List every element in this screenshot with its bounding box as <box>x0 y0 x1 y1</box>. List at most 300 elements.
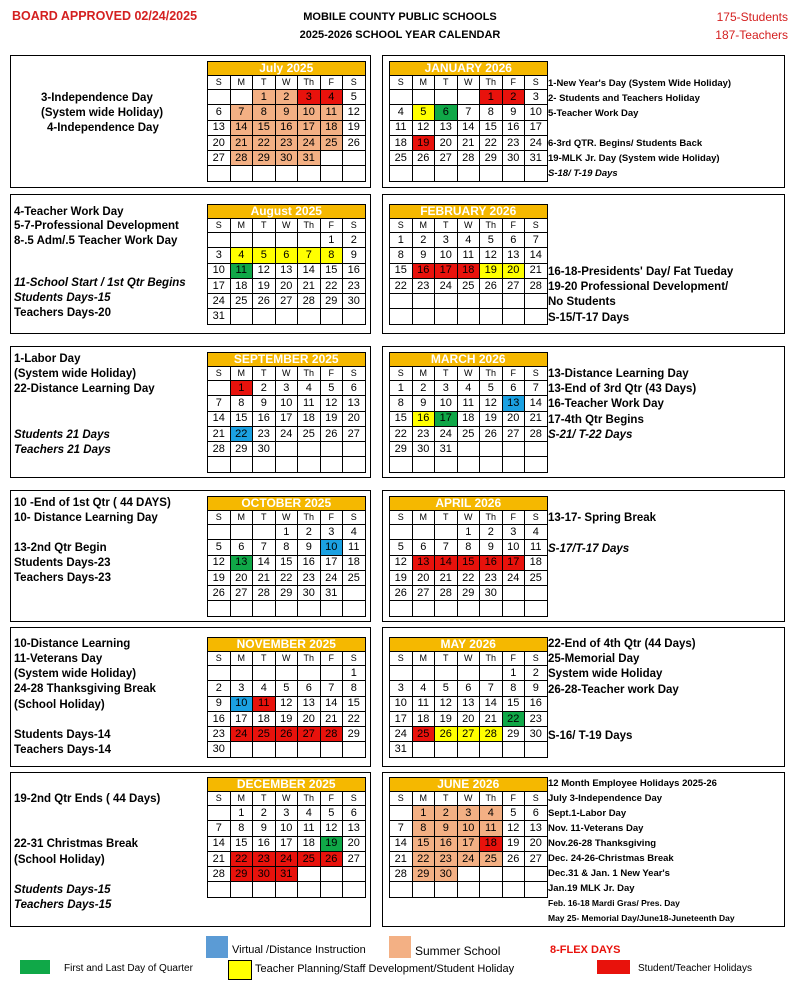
note: 13-2nd Qtr Begin <box>14 542 107 554</box>
calendar-empty-cell <box>275 601 298 616</box>
calendar-day: 8 <box>390 248 413 263</box>
calendar-day: 13 <box>343 396 366 411</box>
calendar-day: 12 <box>412 120 435 135</box>
calendar-day: 28 <box>457 151 480 166</box>
weekday-header: F <box>320 76 343 90</box>
calendar-empty-cell <box>525 601 548 616</box>
calendar-day: 23 <box>480 570 503 585</box>
calendar-day: 27 <box>502 426 525 441</box>
june-calendar <box>389 777 548 898</box>
note: Students Days-15 <box>14 884 111 896</box>
july-panel <box>10 55 371 188</box>
weekday-header: S <box>390 367 413 381</box>
calendar-empty-cell <box>480 742 503 757</box>
calendar-day: 27 <box>457 727 480 742</box>
weekday-header: S <box>343 792 366 806</box>
calendar-day: 20 <box>412 570 435 585</box>
calendar-empty-cell <box>208 166 231 181</box>
day-counts <box>715 8 788 44</box>
calendar-day: 21 <box>525 411 548 426</box>
weekday-header: Th <box>480 367 503 381</box>
calendar-day: 9 <box>412 396 435 411</box>
calendar-empty-cell <box>525 442 548 457</box>
calendar-day: 4 <box>253 681 276 696</box>
weekday-header: T <box>253 367 276 381</box>
calendar-day: 13 <box>343 821 366 836</box>
calendar-day: 27 <box>343 851 366 866</box>
calendar-day: 9 <box>525 681 548 696</box>
calendar-day: 28 <box>480 727 503 742</box>
calendar-empty-cell <box>457 90 480 105</box>
calendar-empty-cell <box>390 666 413 681</box>
calendar-day: 3 <box>435 381 458 396</box>
calendar-day: 8 <box>230 396 253 411</box>
weekday-header: M <box>230 652 253 666</box>
calendar-empty-cell <box>525 166 548 181</box>
calendar-empty-cell <box>525 457 548 472</box>
calendar-day: 14 <box>525 396 548 411</box>
calendar-empty-cell <box>343 457 366 472</box>
calendar-day: 17 <box>208 278 231 293</box>
calendar-day: 9 <box>502 105 525 120</box>
weekday-header: F <box>502 511 525 525</box>
calendar-day: 30 <box>343 294 366 309</box>
calendar-day: 15 <box>390 263 413 278</box>
calendar-day: 6 <box>230 540 253 555</box>
calendar-day: 28 <box>435 586 458 601</box>
calendar-empty-cell <box>343 742 366 757</box>
calendar-day: 29 <box>343 727 366 742</box>
weekday-header: S <box>208 76 231 90</box>
calendar-day: 19 <box>275 711 298 726</box>
note: Jan.19 MLK Jr. Day <box>548 883 635 894</box>
march-calendar <box>389 352 548 473</box>
note: 4-Teacher Work Day <box>14 206 124 218</box>
calendar-day: 7 <box>390 821 413 836</box>
calendar-empty-cell <box>208 525 231 540</box>
calendar-day: 7 <box>435 540 458 555</box>
weekday-header: Th <box>480 76 503 90</box>
calendar-day: 13 <box>435 120 458 135</box>
calendar-day: 25 <box>390 151 413 166</box>
weekday-header: W <box>275 367 298 381</box>
calendar-day: 19 <box>390 570 413 585</box>
calendar-day: 29 <box>457 586 480 601</box>
holidays-label: Student/Teacher Holidays <box>638 963 752 974</box>
note: 3-Independence Day <box>41 92 153 104</box>
weekday-header: W <box>275 792 298 806</box>
calendar-day: 6 <box>502 233 525 248</box>
note: S-18/ T-19 Days <box>548 168 618 179</box>
summer-swatch <box>389 936 411 958</box>
calendar-day: 12 <box>208 555 231 570</box>
month-title: APRIL 2026 <box>390 497 548 511</box>
note: 2- Students and Teachers Holiday <box>548 93 700 104</box>
calendar-day: 15 <box>343 696 366 711</box>
weekday-header: W <box>275 219 298 233</box>
calendar-empty-cell <box>480 882 503 897</box>
calendar-empty-cell <box>298 457 321 472</box>
weekday-header: Th <box>298 367 321 381</box>
calendar-empty-cell <box>253 309 276 324</box>
calendar-day: 23 <box>502 135 525 150</box>
calendar-empty-cell <box>435 882 458 897</box>
calendar-empty-cell <box>412 457 435 472</box>
weekday-header: M <box>412 511 435 525</box>
calendar-day: 2 <box>525 666 548 681</box>
calendar-day: 17 <box>298 120 321 135</box>
calendar-day: 3 <box>525 90 548 105</box>
calendar-day: 24 <box>457 851 480 866</box>
calendar-day: 3 <box>502 525 525 540</box>
calendar-empty-cell <box>208 90 231 105</box>
calendar-day: 8 <box>502 681 525 696</box>
calendar-empty-cell <box>435 166 458 181</box>
calendar-day: 11 <box>320 105 343 120</box>
calendar-day: 20 <box>525 836 548 851</box>
calendar-empty-cell <box>230 601 253 616</box>
calendar-day: 17 <box>457 836 480 851</box>
calendar-day: 30 <box>412 442 435 457</box>
calendar-day: 2 <box>502 90 525 105</box>
note: 13-Distance Learning Day <box>548 368 689 380</box>
calendar-day: 23 <box>253 426 276 441</box>
calendar-day: 15 <box>390 411 413 426</box>
calendar-empty-cell <box>412 90 435 105</box>
may-calendar <box>389 637 548 758</box>
calendar-day: 26 <box>320 426 343 441</box>
calendar-day: 1 <box>457 525 480 540</box>
calendar-day: 30 <box>275 151 298 166</box>
calendar-day: 8 <box>320 248 343 263</box>
calendar-empty-cell <box>480 666 503 681</box>
august-calendar <box>207 204 366 325</box>
weekday-header: F <box>320 367 343 381</box>
calendar-empty-cell <box>343 586 366 601</box>
weekday-header: F <box>502 219 525 233</box>
calendar-day: 2 <box>412 381 435 396</box>
calendar-empty-cell <box>275 882 298 897</box>
calendar-day: 4 <box>298 806 321 821</box>
calendar-day: 12 <box>320 396 343 411</box>
weekday-header: F <box>320 219 343 233</box>
calendar-day: 28 <box>230 151 253 166</box>
calendar-day: 22 <box>230 851 253 866</box>
quarter-label: First and Last Day of Quarter <box>64 963 193 974</box>
calendar-day: 18 <box>320 120 343 135</box>
calendar-day: 20 <box>275 278 298 293</box>
calendar-day: 29 <box>390 442 413 457</box>
calendar-empty-cell <box>253 525 276 540</box>
weekday-header: S <box>208 367 231 381</box>
calendar-day: 26 <box>435 727 458 742</box>
calendar-day: 27 <box>343 426 366 441</box>
calendar-empty-cell <box>457 309 480 324</box>
holidays-swatch <box>597 960 630 974</box>
calendar-day: 20 <box>298 711 321 726</box>
note: Teachers Days-20 <box>14 307 111 319</box>
calendar-day: 10 <box>275 396 298 411</box>
note: S-15/T-17 Days <box>548 312 630 324</box>
calendar-day: 30 <box>298 586 321 601</box>
calendar-day: 13 <box>525 821 548 836</box>
calendar-day: 29 <box>412 867 435 882</box>
note: 17-4th Qtr Begins <box>548 414 644 426</box>
weekday-header: M <box>412 792 435 806</box>
calendar-day: 6 <box>298 681 321 696</box>
calendar-day: 26 <box>390 586 413 601</box>
calendar-day: 5 <box>502 806 525 821</box>
calendar-empty-cell <box>390 806 413 821</box>
calendar-empty-cell <box>230 666 253 681</box>
calendar-empty-cell <box>435 457 458 472</box>
calendar-empty-cell <box>390 309 413 324</box>
calendar-day: 3 <box>320 525 343 540</box>
calendar-day: 11 <box>298 821 321 836</box>
calendar-day: 30 <box>525 727 548 742</box>
weekday-header: S <box>525 792 548 806</box>
calendar-day: 31 <box>275 867 298 882</box>
note: May 25- Memorial Day/June18-Juneteenth Day <box>548 913 735 923</box>
calendar-day: 5 <box>343 90 366 105</box>
weekday-header: S <box>525 76 548 90</box>
weekday-header: S <box>343 367 366 381</box>
calendar-day: 21 <box>320 711 343 726</box>
calendar-day: 4 <box>343 525 366 540</box>
calendar-day: 13 <box>502 248 525 263</box>
note: 13-End of 3rd Qtr (43 Days) <box>548 383 697 395</box>
calendar-empty-cell <box>412 666 435 681</box>
calendar-day: 15 <box>230 411 253 426</box>
calendar-day: 27 <box>208 151 231 166</box>
calendar-empty-cell <box>208 806 231 821</box>
calendar-day: 12 <box>435 696 458 711</box>
planning-label: Teacher Planning/Staff Development/Student Holiday <box>255 963 515 975</box>
calendar-day: 1 <box>390 233 413 248</box>
calendar-day: 19 <box>320 836 343 851</box>
calendar-day: 15 <box>457 555 480 570</box>
calendar-day: 5 <box>390 540 413 555</box>
calendar-day: 19 <box>208 570 231 585</box>
calendar-day: 23 <box>343 278 366 293</box>
calendar-day: 23 <box>253 851 276 866</box>
note: Students Days-14 <box>14 729 111 741</box>
calendar-day: 25 <box>480 851 503 866</box>
calendar-day: 8 <box>275 540 298 555</box>
weekday-header: W <box>275 76 298 90</box>
calendar-day: 7 <box>457 105 480 120</box>
calendar-empty-cell <box>457 742 480 757</box>
student-days-count: 175-Students <box>716 10 788 24</box>
calendar-day: 8 <box>390 396 413 411</box>
calendar-day: 21 <box>298 278 321 293</box>
calendar-day: 2 <box>253 806 276 821</box>
calendar-day: 25 <box>253 727 276 742</box>
calendar-day: 14 <box>253 555 276 570</box>
calendar-day: 19 <box>480 411 503 426</box>
note: 16-Teacher Work Day <box>548 398 664 410</box>
calendar-day: 20 <box>457 711 480 726</box>
calendar-day: 7 <box>525 233 548 248</box>
band-oct-apr <box>10 490 785 622</box>
january-panel <box>382 55 785 188</box>
weekday-header: W <box>275 511 298 525</box>
calendar-day: 28 <box>208 442 231 457</box>
calendar-day: 20 <box>343 411 366 426</box>
calendar-day: 15 <box>320 263 343 278</box>
calendar-empty-cell <box>298 166 321 181</box>
calendar-day: 18 <box>457 411 480 426</box>
calendar-day: 16 <box>525 696 548 711</box>
calendar-day: 28 <box>253 586 276 601</box>
weekday-header: S <box>525 652 548 666</box>
november-calendar <box>207 637 366 758</box>
calendar-day: 27 <box>435 151 458 166</box>
calendar-empty-cell <box>253 601 276 616</box>
note: (System wide Holiday) <box>14 368 137 380</box>
calendar-day: 29 <box>253 151 276 166</box>
calendar-day: 29 <box>320 294 343 309</box>
month-title: MARCH 2026 <box>390 353 548 367</box>
calendar-day: 18 <box>390 135 413 150</box>
weekday-header: S <box>343 511 366 525</box>
calendar-day: 14 <box>208 836 231 851</box>
teacher-days-count: 187-Teachers <box>715 28 788 42</box>
weekday-header: M <box>230 511 253 525</box>
calendar-day: 4 <box>480 806 503 821</box>
calendar-day: 22 <box>457 570 480 585</box>
note: 5-7-Professional Development <box>14 220 179 232</box>
calendar-day: 14 <box>320 696 343 711</box>
calendar-day: 22 <box>412 851 435 866</box>
note: 16-18-Presidents' Day/ Fat Tueday <box>548 266 734 278</box>
calendar-empty-cell <box>298 666 321 681</box>
weekday-header: M <box>412 219 435 233</box>
calendar-day: 4 <box>457 381 480 396</box>
calendar-day: 15 <box>275 555 298 570</box>
weekday-header: M <box>412 652 435 666</box>
calendar-day: 8 <box>343 681 366 696</box>
note: Teachers Days-15 <box>14 899 112 911</box>
calendar-day: 31 <box>435 442 458 457</box>
flex-days-label: 8-FLEX DAYS <box>550 944 621 956</box>
note: Teachers 21 Days <box>14 444 111 456</box>
calendar-empty-cell <box>457 601 480 616</box>
calendar-empty-cell <box>435 294 458 309</box>
february-panel <box>382 194 785 334</box>
calendar-day: 29 <box>275 586 298 601</box>
calendar-day: 11 <box>298 396 321 411</box>
calendar-day: 18 <box>253 711 276 726</box>
calendar-empty-cell <box>298 882 321 897</box>
calendar-day: 13 <box>457 696 480 711</box>
calendar-day: 10 <box>435 248 458 263</box>
month-title: July 2025 <box>208 62 366 76</box>
calendar-day: 5 <box>275 681 298 696</box>
note: Dec.31 & Jan. 1 New Year's <box>548 868 670 879</box>
summer-label: Summer School <box>415 944 501 958</box>
calendar-day: 2 <box>275 90 298 105</box>
calendar-day: 3 <box>435 233 458 248</box>
calendar-empty-cell <box>230 742 253 757</box>
calendar-day: 18 <box>525 555 548 570</box>
weekday-header: S <box>390 219 413 233</box>
calendar-day: 16 <box>412 263 435 278</box>
note: 19-20 Professional Development/ <box>548 281 729 293</box>
calendar-day: 6 <box>525 806 548 821</box>
calendar-day: 28 <box>525 278 548 293</box>
note: Sept.1-Labor Day <box>548 808 627 819</box>
calendar-day: 1 <box>390 381 413 396</box>
calendar-day: 11 <box>457 396 480 411</box>
calendar-empty-cell <box>320 151 343 166</box>
calendar-day: 13 <box>412 555 435 570</box>
may-panel <box>382 627 785 767</box>
december-calendar <box>207 777 366 898</box>
calendar-empty-cell <box>320 867 343 882</box>
calendar-empty-cell <box>457 457 480 472</box>
calendar-empty-cell <box>480 166 503 181</box>
calendar-day: 19 <box>320 411 343 426</box>
calendar-day: 19 <box>435 711 458 726</box>
calendar-day: 15 <box>480 120 503 135</box>
calendar-day: 29 <box>480 151 503 166</box>
calendar-day: 2 <box>253 381 276 396</box>
calendar-day: 22 <box>275 570 298 585</box>
calendar-day: 20 <box>230 570 253 585</box>
calendar-empty-cell <box>230 166 253 181</box>
calendar-day: 22 <box>502 711 525 726</box>
calendar-day: 4 <box>320 90 343 105</box>
month-title: JANUARY 2026 <box>390 62 548 76</box>
calendar-day: 17 <box>230 711 253 726</box>
calendar-day: 9 <box>275 105 298 120</box>
weekday-header: Th <box>480 792 503 806</box>
weekday-header: Th <box>298 652 321 666</box>
calendar-day: 27 <box>502 278 525 293</box>
calendar-day: 20 <box>502 263 525 278</box>
october-panel <box>10 490 371 622</box>
calendar-empty-cell <box>435 742 458 757</box>
calendar-empty-cell <box>253 882 276 897</box>
calendar-empty-cell <box>435 90 458 105</box>
weekday-header: S <box>208 652 231 666</box>
calendar-empty-cell <box>208 233 231 248</box>
weekday-header: W <box>457 367 480 381</box>
calendar-day: 22 <box>480 135 503 150</box>
calendar-day: 22 <box>230 426 253 441</box>
calendar-empty-cell <box>208 601 231 616</box>
calendar-day: 16 <box>208 711 231 726</box>
calendar-day: 13 <box>275 263 298 278</box>
calendar-day: 24 <box>435 278 458 293</box>
calendar-day: 4 <box>412 681 435 696</box>
calendar-day: 6 <box>343 381 366 396</box>
calendar-empty-cell <box>230 90 253 105</box>
calendar-day: 17 <box>275 836 298 851</box>
calendar-empty-cell <box>390 457 413 472</box>
calendar-day: 7 <box>208 396 231 411</box>
month-title: NOVEMBER 2025 <box>208 638 366 652</box>
october-calendar <box>207 496 366 617</box>
note: Dec. 24-26-Christmas Break <box>548 853 674 864</box>
calendar-day: 6 <box>502 381 525 396</box>
calendar-day: 29 <box>230 867 253 882</box>
weekday-header: S <box>343 219 366 233</box>
calendar-day: 17 <box>435 411 458 426</box>
calendar-day: 30 <box>502 151 525 166</box>
calendar-day: 18 <box>412 711 435 726</box>
